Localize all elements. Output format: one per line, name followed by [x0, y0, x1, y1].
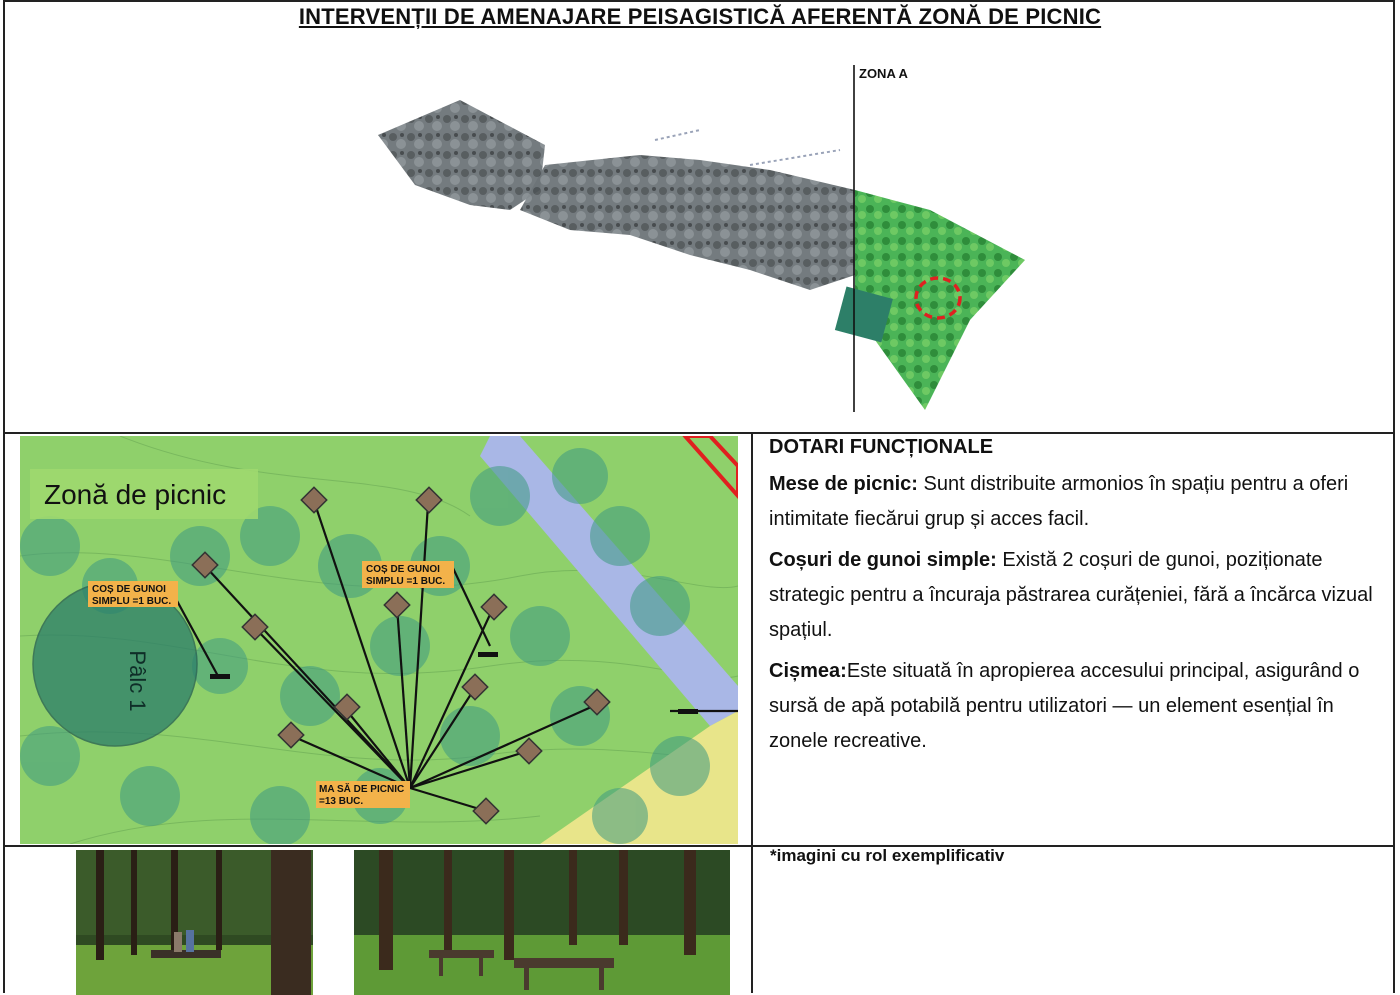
amenity-picnic-tables: [769, 467, 1379, 537]
amenity-fountain: [769, 654, 1379, 759]
zone-plan-title: Zonă de picnic: [44, 479, 227, 510]
amenity-trash-bins: [769, 543, 1379, 648]
overview-map: [370, 60, 1050, 420]
border-top: [3, 0, 1395, 2]
amenity-term: Mese de picnic:: [769, 473, 918, 495]
bin-label-right-line1: COȘ DE GUNOI: [366, 564, 440, 575]
bin-label-left-line2: SIMPLU =1 BUC.: [92, 596, 172, 607]
column-divider: [751, 432, 753, 993]
amenity-text: Este situată în apropierea accesului principal, asigurând o sursă de apă potabilă pentru utilizatori — un element esențial în zonele recreative.: [769, 660, 1360, 752]
bin-label-right-line2: SIMPLU =1 BUC.: [366, 576, 446, 587]
amenity-term: Cișmea:: [769, 660, 847, 682]
map-gray-area: [378, 100, 545, 210]
amenity-text: Sunt distribuite armonios în spațiu pentru a oferi intimitate fiecărui grup și acces facil.: [769, 473, 1349, 530]
table-label-line1: MA SĂ DE PICNIC: [319, 784, 405, 795]
table-label-line2: =13 BUC.: [319, 796, 364, 807]
example-photo-2: [354, 850, 730, 995]
page-title: INTERVENȚII DE AMENAJARE PEISAGISTICĂ AFERENTĂ ZONĂ DE PICNIC: [298, 4, 1102, 29]
photos-caption: *imagini cu rol exemplificativ: [770, 846, 1005, 865]
amenity-text: Există 2 coșuri de gunoi, poziționate strategic pentru a încuraja păstrarea curățeniei, fără a încărca vizual spațiul.: [769, 549, 1373, 641]
amenity-term: Coșuri de gunoi simple:: [769, 549, 997, 571]
example-photo-1: [76, 850, 313, 995]
cluster-label: Pâlc 1: [125, 650, 150, 712]
row-divider-2: [3, 845, 1395, 847]
bin-label-left-line1: COȘ DE GUNOI: [92, 584, 166, 595]
zone-label: ZONA A: [859, 66, 908, 81]
amenities-heading: DOTARI FUNCȚIONALE: [769, 436, 994, 458]
functional-amenities-panel: [769, 434, 1379, 765]
zone-plan-map: [20, 436, 738, 844]
